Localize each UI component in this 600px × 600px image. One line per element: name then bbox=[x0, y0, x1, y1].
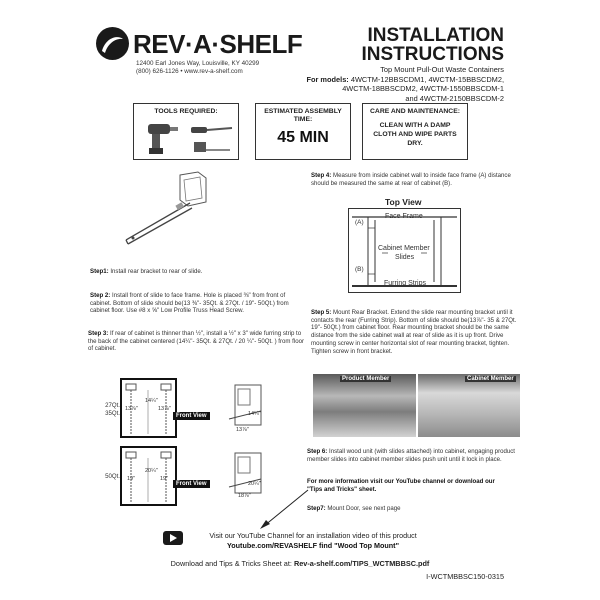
drill-icon bbox=[142, 120, 182, 156]
furring-strips-label: Furring Strips bbox=[384, 280, 427, 287]
label-b: (B) bbox=[355, 266, 364, 273]
dim-19-left: 19" bbox=[127, 476, 136, 482]
download-line: Download and Tips & Tricks Sheet at: Rev-a-shelf.com/TIPS_WCTMBBSC.pdf bbox=[170, 559, 430, 568]
youtube-play-icon bbox=[169, 534, 178, 542]
dim-13-side: 13⅞" bbox=[236, 427, 249, 433]
front-view-label-1: Front View bbox=[173, 412, 210, 420]
step-6: Step 6: Install wood unit (with slides attached) into cabinet, engaging product member slides into cabinet member slides push unit until it lock in place. bbox=[307, 448, 516, 463]
brand-address: 12400 Earl Jones Way, Louisville, KY 40299 (800) 626-1126 • www.rev-a-shelf.com bbox=[136, 60, 260, 75]
product-member-label: Product Member bbox=[342, 376, 390, 382]
dim-14-side: 14¼" bbox=[248, 411, 261, 417]
assembly-time-value: 45 MIN bbox=[277, 129, 329, 146]
slides-label: Slides bbox=[395, 254, 415, 261]
document-code: I-WCTMBBSC150-0315 bbox=[426, 572, 504, 581]
logo-swoosh-icon bbox=[96, 27, 129, 60]
tape-measure-icon bbox=[192, 140, 232, 154]
product-member-photo bbox=[313, 374, 416, 437]
brand-name: REV·A·SHELF bbox=[133, 29, 303, 59]
dim-13-left: 13⅞" bbox=[125, 406, 138, 412]
step-5: Step 5: Mount Rear Bracket. Extend the slide rear mounting bracket until it contacts the rear (Furring Strip). Bottom of slide should be(13⅞"- 35 & 27Qt. 19"- 50Qt.) from cabinet floor. Rear mounting bracket should be the same distance from the side cabinet wall at rear of slide as it is up front. Drive mounting screw in center horizontal slot of rear mounting bracket, tighten. Tighten screw in front bracket. bbox=[311, 309, 517, 355]
step-1: Step1: Install rear bracket to rear of slide. bbox=[90, 268, 203, 275]
dim-14-top: 14¼" bbox=[145, 398, 158, 404]
qt-label-27: 27Qt. bbox=[105, 402, 120, 409]
top-view-title: Top View bbox=[385, 197, 422, 207]
qt-label-50: 50Qt. bbox=[105, 473, 120, 480]
qt-label-35: 35Qt. bbox=[105, 410, 120, 417]
page-title: INSTALLATION INSTRUCTIONS bbox=[361, 25, 504, 65]
cabinet-member-label: Cabinet Member bbox=[467, 376, 514, 382]
tools-box: TOOLS REQUIRED: bbox=[133, 103, 239, 160]
product-models: Top Mount Pull-Out Waste Containers For models: 4WCTM-12BBSCDM1, 4WCTM-15BBSCDM2, 4WCTM-18BBSCDM2, 4WCTM-1550BBSCDM-1 and 4WCTM-2150BBSCDM-2 bbox=[306, 65, 504, 103]
step-3: Step 3: If rear of cabinet is thinner than ½", install a ½" x 3" wide furring strip to the back of the cabinet centered (14¼"- 35Qt. & 27Qt. / 20 ¼"- 50Qt. ) from floor of cabinet. bbox=[88, 330, 305, 353]
dim-20-side: 20¼" bbox=[248, 481, 261, 487]
youtube-text: Visit our YouTube Channel for an installation video of this product bbox=[209, 531, 417, 540]
label-a: (A) bbox=[355, 219, 364, 226]
assembly-time-box: ESTIMATED ASSEMBLY TIME: 45 MIN bbox=[255, 103, 351, 160]
care-box: CARE AND MAINTENANCE: CLEAN WITH A DAMP CLOTH AND WIPE PARTS DRY. bbox=[362, 103, 468, 160]
dim-18-side: 18⅞" bbox=[238, 493, 251, 499]
cabinet-member-label: Cabinet Member bbox=[378, 245, 430, 252]
more-info-text: For more information visit our YouTube channel or download our "Tips and Tricks" sheet. bbox=[307, 478, 495, 493]
download-link[interactable]: Rev-a-shelf.com/TIPS_WCTMBBSC.pdf bbox=[293, 559, 430, 568]
dim-13-right: 13⅞" bbox=[158, 406, 171, 412]
cabinet-member-photo bbox=[418, 374, 520, 437]
slide-bracket-illustration bbox=[118, 170, 218, 245]
step-7: Step7: Mount Door, see next page bbox=[307, 505, 401, 512]
step-4: Step 4: Measure from inside cabinet wall to inside face frame (A) distance should be measured the same at rear of cabinet (B). bbox=[311, 172, 511, 187]
dim-20-top: 20¼" bbox=[145, 468, 158, 474]
dim-19-right: 19" bbox=[160, 476, 169, 482]
side-view-27-35 bbox=[225, 383, 267, 431]
pointer-arrow-icon bbox=[258, 488, 310, 530]
face-frame-label: Face Frame bbox=[385, 213, 423, 220]
front-view-label-2: Front View bbox=[173, 480, 210, 488]
youtube-link[interactable]: Youtube.com/REVASHELF find "Wood Top Mount" bbox=[227, 541, 399, 550]
screwdriver-icon bbox=[189, 122, 234, 138]
step-2: Step 2: Install front of slide to face frame. Hole is placed ⅜" from front of cabinet. Bottom of slide should be(13 ⅜"- 35Qt. & 27Qt. / 19"- 50Qt.) from cabinet floor. Use #8 x ⅝" Low Profile Truss Head Screw. bbox=[90, 292, 289, 315]
